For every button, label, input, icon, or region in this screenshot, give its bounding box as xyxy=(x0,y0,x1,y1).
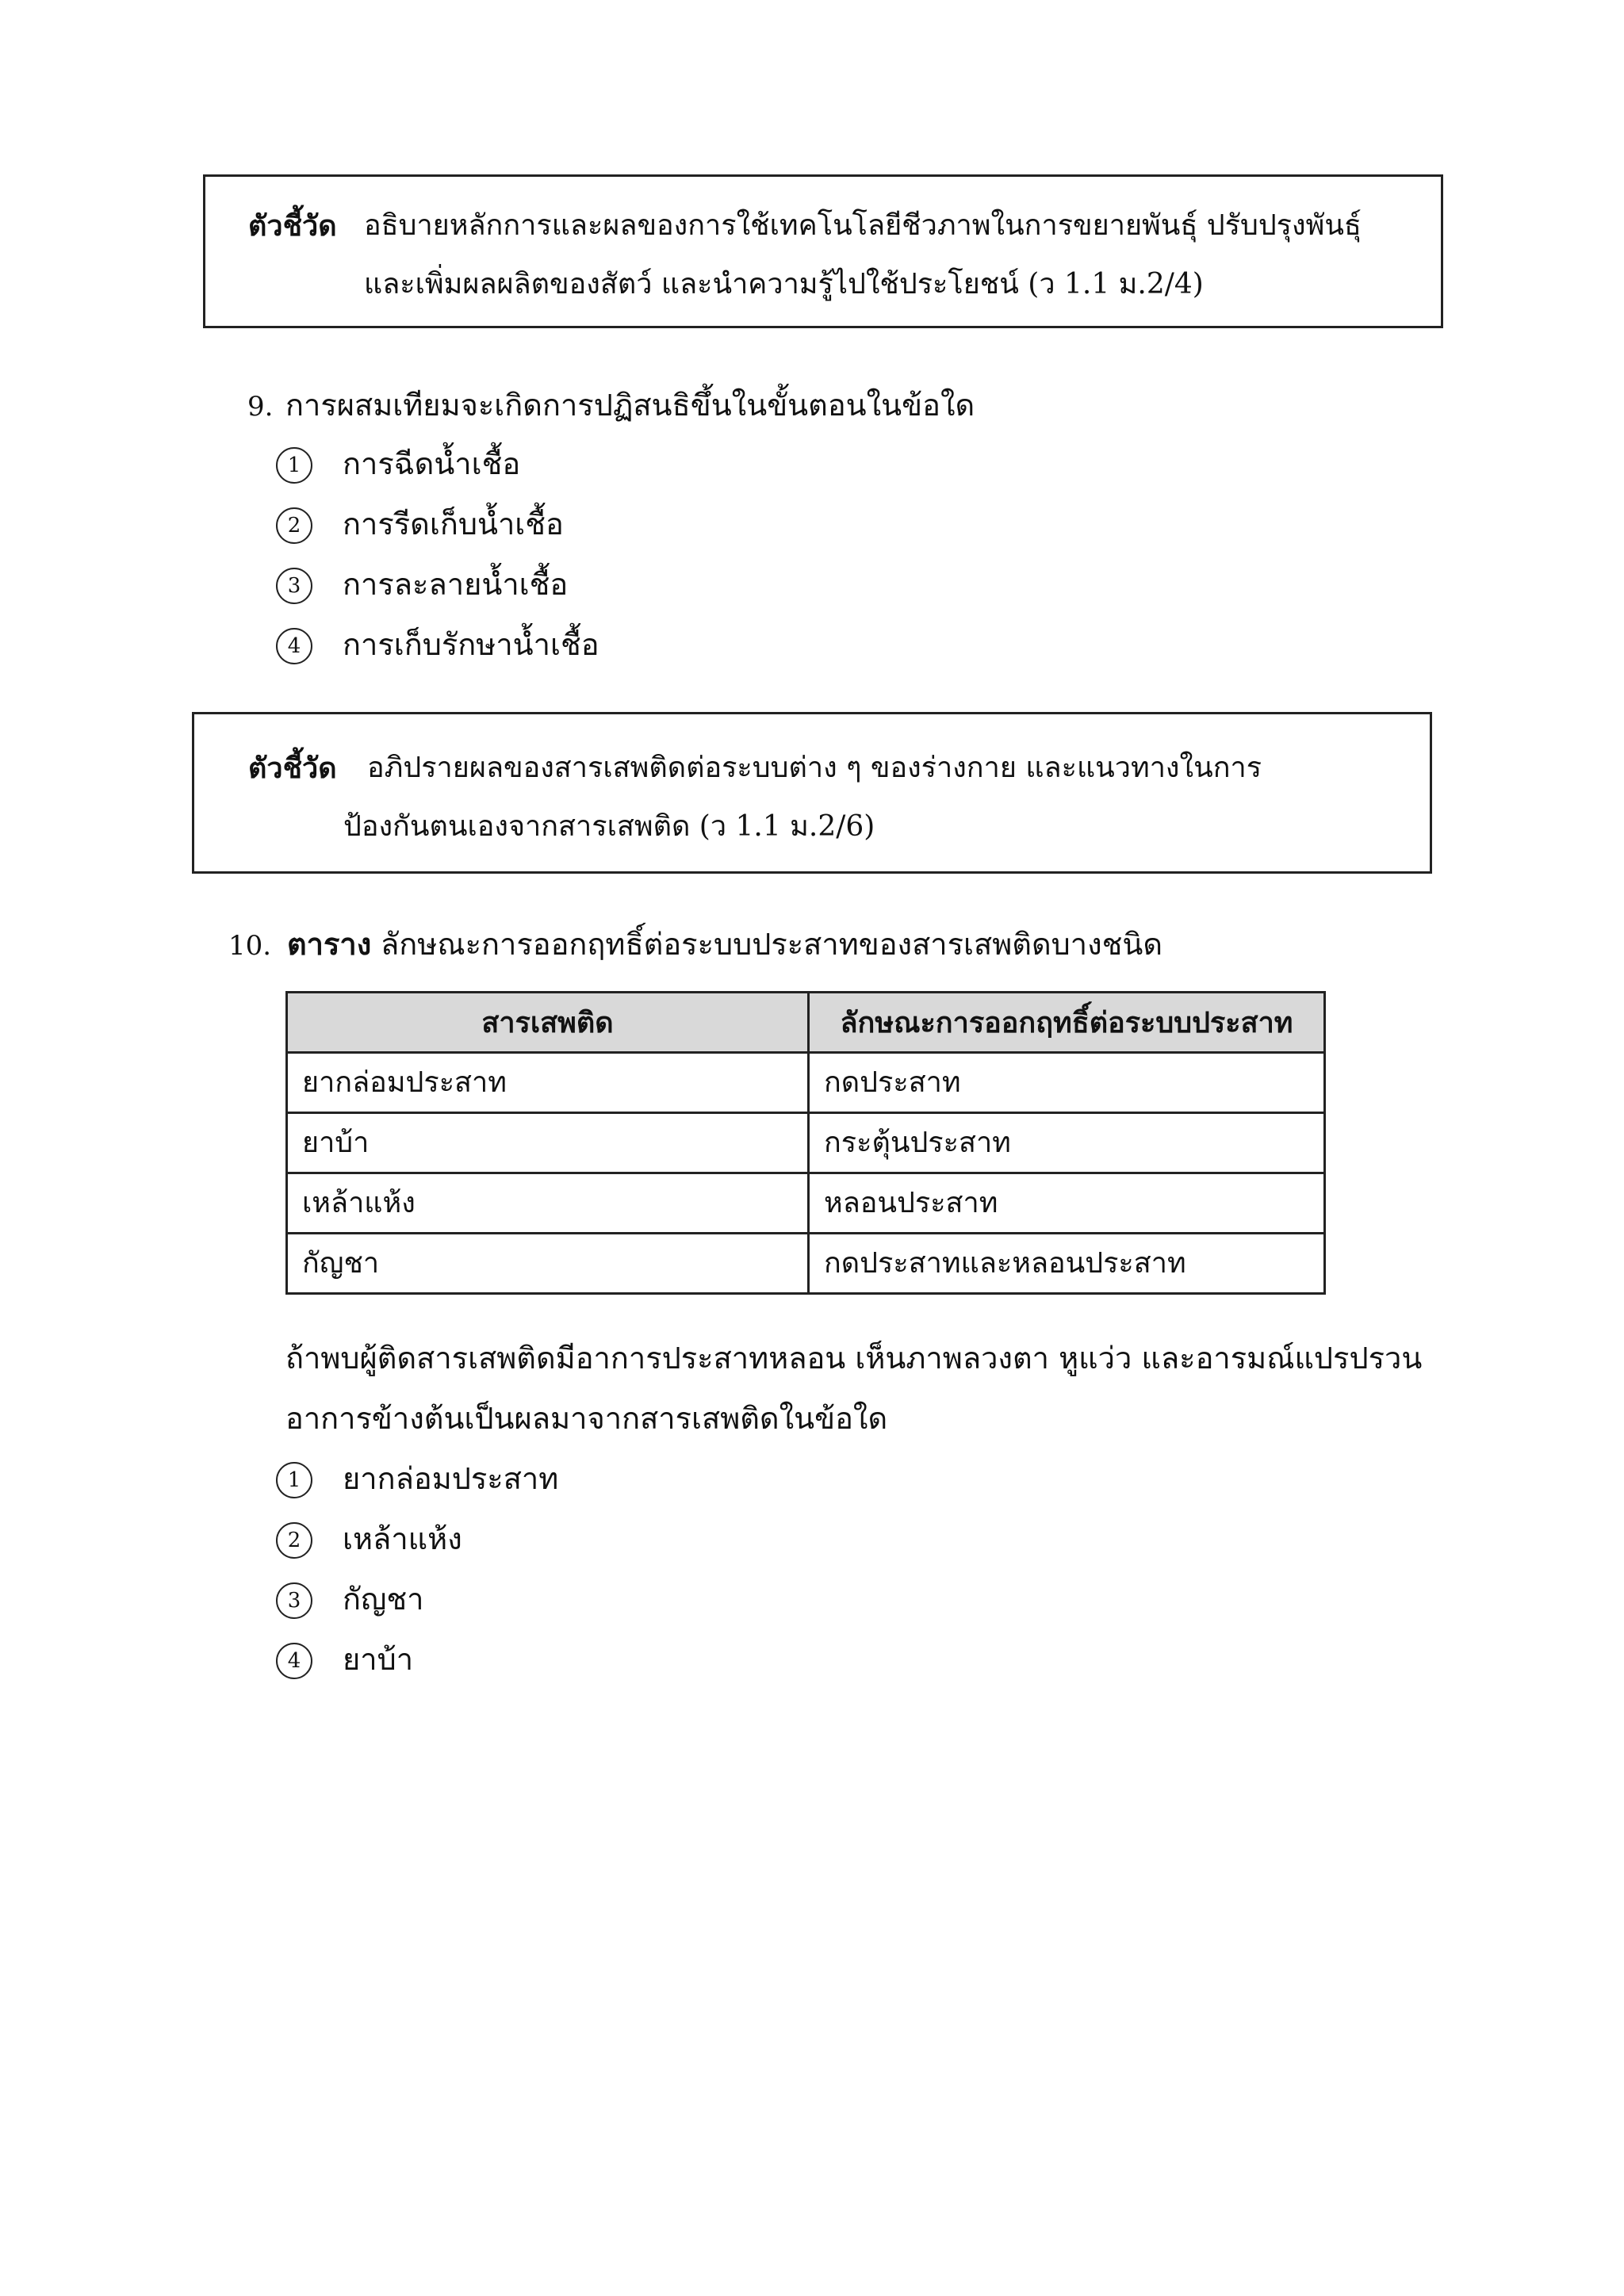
choice-number-circle: 3 xyxy=(276,1582,312,1619)
table-cell: กัญชา xyxy=(287,1234,809,1294)
choice-text: การฉีดน้ำเชื้อ xyxy=(343,446,521,481)
table-cell: หลอนประสาท xyxy=(809,1173,1325,1234)
choice-number-circle: 4 xyxy=(276,1643,312,1679)
choice-number-circle: 2 xyxy=(276,1522,312,1559)
table-cell: เหล้าแห้ง xyxy=(287,1173,809,1234)
choice-text: ยาบ้า xyxy=(343,1642,414,1677)
table-row xyxy=(287,1053,1325,1113)
choice-text: การเก็บรักษาน้ำเชื้อ xyxy=(343,627,599,662)
table-cell: กดประสาทและหลอนประสาท xyxy=(809,1234,1325,1294)
question-number: 9. xyxy=(247,391,274,423)
indicator-box-2 xyxy=(192,712,1432,874)
indicator-text-line-1: อภิปรายผลของสารเสพติดต่อระบบต่าง ๆ ของร่างกาย และแนวทางในการ xyxy=(367,752,1262,784)
choice-text: การละลายน้ำเชื้อ xyxy=(343,567,569,602)
table-cell: กระตุ้นประสาท xyxy=(809,1113,1325,1173)
choice-text: กัญชา xyxy=(343,1582,424,1617)
question-stem-line-2: อาการข้างต้นเป็นผลมาจากสารเสพติดในข้อใด xyxy=(285,1401,888,1436)
indicator-label: ตัวชี้วัด xyxy=(248,209,337,243)
question-number: 10. xyxy=(228,930,272,962)
choice-text: เหล้าแห้ง xyxy=(343,1521,462,1556)
choice-text: ยากล่อมประสาท xyxy=(343,1461,559,1496)
choice-number-circle: 2 xyxy=(276,507,312,544)
choice-text: การรีดเก็บน้ำเชื้อ xyxy=(343,507,564,541)
table-header-row xyxy=(287,993,1325,1053)
table-word: ตาราง xyxy=(287,926,372,962)
table-header-cell: ลักษณะการออกฤทธิ์ต่อระบบประสาท xyxy=(809,993,1325,1053)
indicator-text-line-2: และเพิ่มผลผลิตของสัตว์ และนำความรู้ไปใช้ประโยชน์ (ว 1.1 ม.2/4) xyxy=(364,268,1204,300)
table-row xyxy=(287,1173,1325,1234)
indicator-text-line-1: อธิบายหลักการและผลของการใช้เทคโนโลยีชีวภาพในการขยายพันธุ์ ปรับปรุงพันธุ์ xyxy=(364,209,1362,242)
table-row xyxy=(287,1113,1325,1173)
question-text: การผสมเทียมจะเกิดการปฏิสนธิขึ้นในขั้นตอนในข้อใด xyxy=(285,388,975,423)
table-caption: ลักษณะการออกฤทธิ์ต่อระบบประสาทของสารเสพติดบางชนิด xyxy=(381,927,1163,962)
indicator-label: ตัวชี้วัด xyxy=(248,752,337,785)
table-row xyxy=(287,1234,1325,1294)
indicator-box-1 xyxy=(203,174,1443,328)
indicator-text-line-2: ป้องกันตนเองจากสารเสพติด (ว 1.1 ม.2/6) xyxy=(343,810,875,843)
choice-number-circle: 3 xyxy=(276,568,312,604)
table-cell: ยาบ้า xyxy=(287,1113,809,1173)
table-cell: กดประสาท xyxy=(809,1053,1325,1113)
choice-number-circle: 4 xyxy=(276,628,312,664)
choice-number-circle: 1 xyxy=(276,1462,312,1498)
choice-number-circle: 1 xyxy=(276,447,312,484)
table-header-cell: สารเสพติด xyxy=(287,993,809,1053)
question-stem-line-1: ถ้าพบผู้ติดสารเสพติดมีอาการประสาทหลอน เห็นภาพลวงตา หูแว่ว และอารมณ์แปรปรวน xyxy=(285,1341,1423,1376)
drug-effects-table xyxy=(285,991,1326,1295)
table-cell: ยากล่อมประสาท xyxy=(287,1053,809,1113)
